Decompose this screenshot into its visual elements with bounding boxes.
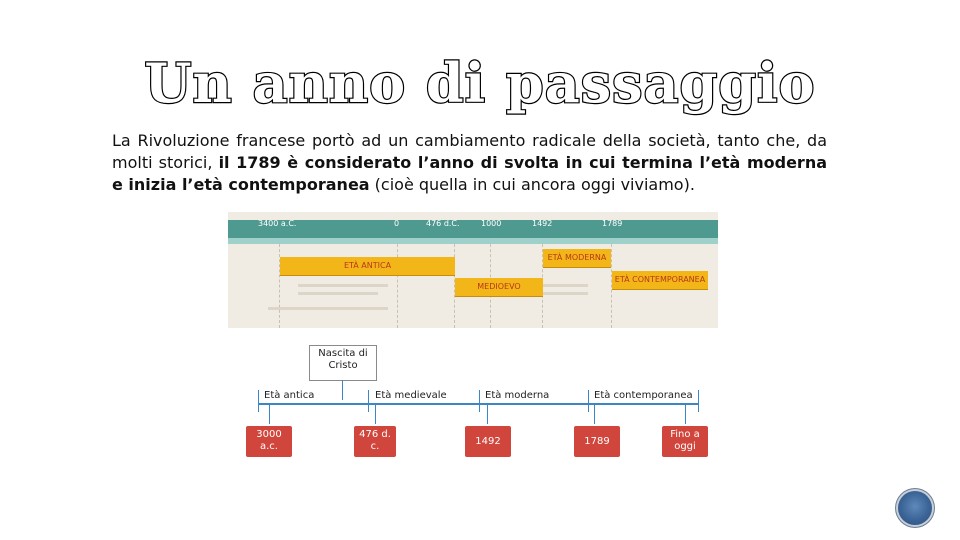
slide-title: Un anno di passaggio [144,51,816,115]
date-label: 3400 a.C. [258,219,297,228]
era-divider [368,390,369,412]
era-label: Età contemporanea [594,390,693,401]
bar-medioevo: MEDIOEVO [455,278,543,296]
date-label: 1000 [481,219,502,228]
para-text-1: La Rivoluzione francese portò ad un cambiamento radicale della società, tanto che, da molti storici, [112,131,827,172]
date-label: 1789 [602,219,623,228]
timeline-image-1 [228,212,718,328]
text-line [298,292,378,295]
era-divider [258,390,259,412]
era-label: Età moderna [485,390,550,401]
birth-of-christ-box: Nascita di Cristo [309,345,377,381]
date-box: 476 d. c. [354,426,396,457]
bar-eta-contemporanea: ETÀ CONTEMPORANEA [612,271,708,289]
date-box: 1492 [465,426,511,457]
date-connector [594,405,595,424]
date-connector [685,405,686,424]
para-text-2: (cioè quella in cui ancora oggi viviamo). [369,175,695,194]
bar-eta-antica: ETÀ ANTICA [280,257,455,275]
connector-line [342,380,343,400]
date-label: 1492 [532,219,553,228]
era-divider [698,390,699,412]
intro-paragraph [112,130,827,196]
para-bold-text: il 1789 è considerato l’anno di svolta in cui termina l’età moderna e inizia l’età contemporanea [112,153,828,194]
era-divider [479,390,480,412]
text-line [268,307,388,310]
date-box: 3000 a.c. [246,426,292,457]
date-connector [487,405,488,424]
bar-eta-moderna: ETÀ MODERNA [543,249,611,267]
corner-badge-icon [898,491,932,525]
timeline-band-stripe [228,238,718,244]
era-divider [588,390,589,412]
date-box: 1789 [574,426,620,457]
timeline-main-line [258,403,698,405]
date-connector [269,405,270,424]
era-label: Età antica [264,390,315,401]
date-label: 476 d.C. [426,219,460,228]
date-connector [375,405,376,424]
era-label: Età medievale [375,390,447,401]
date-box: Fino a oggi [662,426,708,457]
text-line [298,284,388,287]
date-label: 0 [394,219,400,228]
